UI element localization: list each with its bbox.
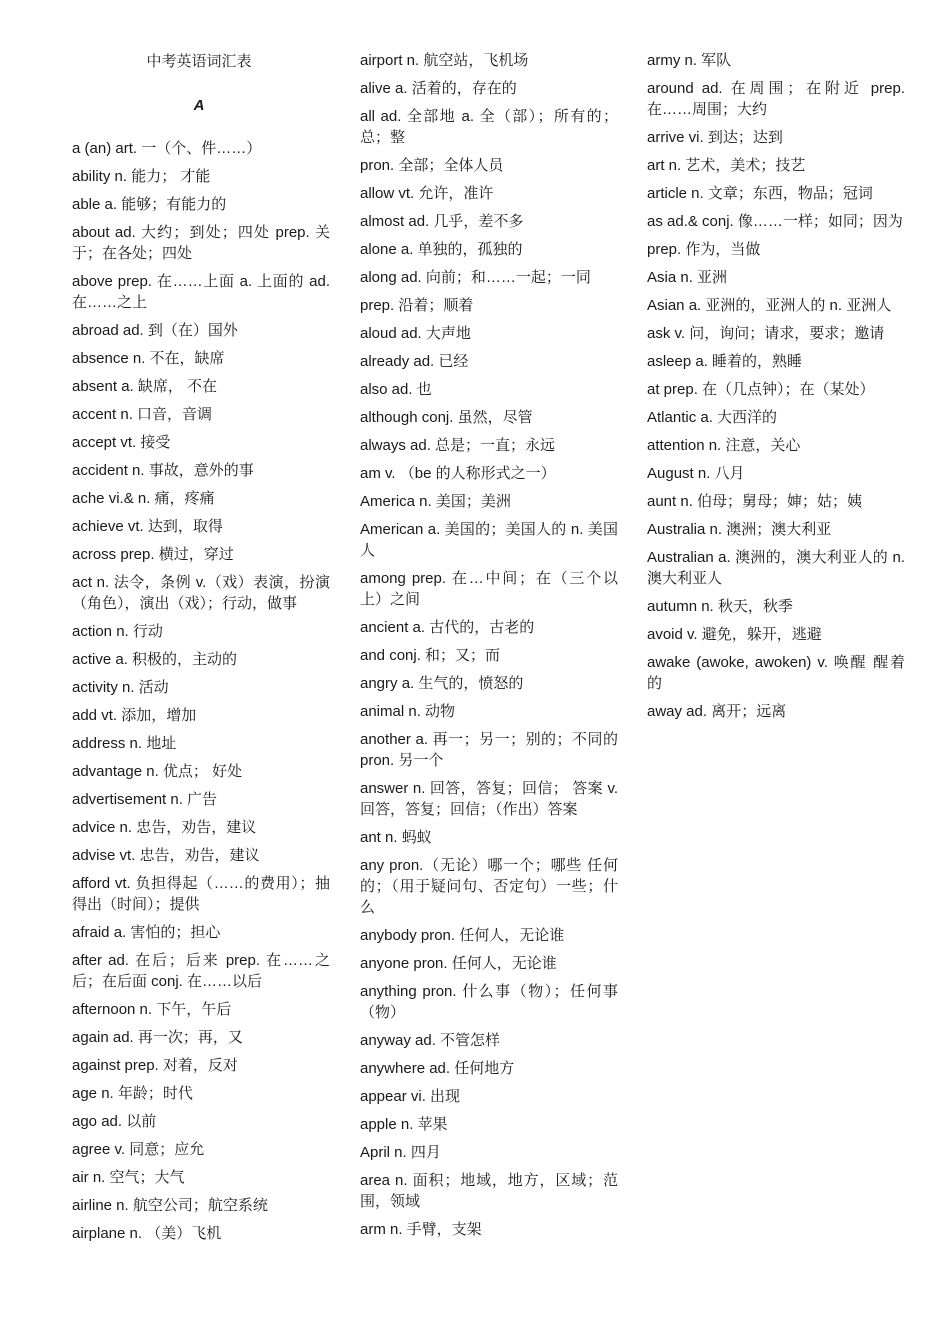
vocabulary-entry: alone a. 单独的，孤独的 [360, 241, 523, 258]
section-letter: A [193, 97, 205, 114]
vocabulary-entry: ability n. 能力； 才能 [72, 168, 211, 185]
vocabulary-entry: anything pron. 什么事（物）；任何事（物） [360, 983, 618, 1021]
vocabulary-entry: ask v. 问，询问；请求，要求；邀请 [647, 325, 885, 342]
vocabulary-entry: advice n. 忠告，劝告，建议 [72, 819, 257, 836]
vocabulary-entry: aunt n. 伯母；舅母；婶；姑；姨 [647, 493, 863, 510]
vocabulary-entry: accident n. 事故，意外的事 [72, 462, 254, 479]
vocabulary-entry: almost ad. 几乎，差不多 [360, 213, 524, 230]
vocabulary-entry: any pron.（无论）哪一个；哪些 任何的；（用于疑问句、否定句）一些；什么 [360, 857, 618, 916]
vocabulary-entry: anyway ad. 不管怎样 [360, 1032, 501, 1049]
vocabulary-entry: answer n. 回答，答复；回信； 答案 v. 回答，答复；回信；（作出）答案 [360, 780, 618, 818]
vocabulary-entry: agree v. 同意；应允 [72, 1141, 205, 1158]
vocabulary-entry: pron. 全部；全体人员 [360, 157, 504, 174]
vocabulary-entry: Asia n. 亚洲 [647, 269, 728, 286]
vocabulary-entry: along ad. 向前；和……一起；一同 [360, 269, 591, 286]
vocabulary-entry: aloud ad. 大声地 [360, 325, 471, 342]
column-1 [72, 50, 330, 1251]
entry-list-2 [360, 50, 618, 1240]
vocabulary-entry: Asian a. 亚洲的，亚洲人的 n. 亚洲人 [647, 297, 892, 314]
vocabulary-entry: art n. 艺术，美术；技艺 [647, 157, 806, 174]
vocabulary-entry: airplane n. （美）飞机 [72, 1225, 222, 1242]
vocabulary-entry: Atlantic a. 大西洋的 [647, 409, 778, 426]
vocabulary-entry: afford vt. 负担得起（……的费用）；抽得出（时间）；提供 [72, 875, 330, 913]
vocabulary-entry: April n. 四月 [360, 1144, 441, 1161]
vocabulary-entry: apple n. 苹果 [360, 1116, 448, 1133]
vocabulary-entry: another a. 再一；另一；别的；不同的 pron. 另一个 [360, 731, 618, 769]
vocabulary-entry: prep. 作为，当做 [647, 241, 761, 258]
vocabulary-entry: active a. 积极的，主动的 [72, 651, 238, 668]
vocabulary-entry: alive a. 活着的，存在的 [360, 80, 517, 97]
vocabulary-entry: animal n. 动物 [360, 703, 456, 720]
vocabulary-entry: American a. 美国的；美国人的 n. 美国人 [360, 521, 618, 559]
document-title: 中考英语词汇表 [146, 53, 252, 70]
vocabulary-entry: ago ad. 以前 [72, 1113, 157, 1130]
vocabulary-entry: prep. 沿着；顺着 [360, 297, 474, 314]
vocabulary-entry: action n. 行动 [72, 623, 163, 640]
vocabulary-entry: absence n. 不在，缺席 [72, 350, 225, 367]
vocabulary-entry: activity n. 活动 [72, 679, 169, 696]
vocabulary-entry: airport n. 航空站，飞机场 [360, 52, 529, 69]
vocabulary-entry: air n. 空气；大气 [72, 1169, 185, 1186]
vocabulary-entry: anyone pron. 任何人，无论谁 [360, 955, 557, 972]
vocabulary-entry: awake (awoke, awoken) v. 唤醒 醒着的 [647, 654, 905, 692]
vocabulary-entry: among prep. 在…中间；在（三个以上）之间 [360, 570, 618, 608]
vocabulary-entry: act n. 法令，条例 v.（戏）表演，扮演（角色），演出（戏）；行动，做事 [72, 574, 330, 612]
vocabulary-entry: always ad. 总是；一直；永远 [360, 437, 556, 454]
column-3 [647, 50, 905, 729]
vocabulary-entry: arrive vi. 到达；达到 [647, 129, 783, 146]
vocabulary-entry: although conj. 虽然，尽管 [360, 409, 533, 426]
vocabulary-entry: afternoon n. 下午，午后 [72, 1001, 232, 1018]
vocabulary-entry: about ad. 大约；到处；四处 prep. 关于；在各处；四处 [72, 224, 330, 262]
vocabulary-entry: accept vt. 接受 [72, 434, 171, 451]
vocabulary-entry: advantage n. 优点； 好处 [72, 763, 243, 780]
vocabulary-entry: Australia n. 澳洲；澳大利亚 [647, 521, 832, 538]
vocabulary-entry: all ad. 全部地 a. 全（部）；所有的；总；整 [360, 108, 618, 146]
vocabulary-entry: achieve vt. 达到，取得 [72, 518, 223, 535]
vocabulary-entry: anybody pron. 任何人，无论谁 [360, 927, 565, 944]
vocabulary-entry: absent a. 缺席， 不在 [72, 378, 218, 395]
vocabulary-entry: a (an) art. 一（个、件……） [72, 140, 262, 157]
vocabulary-entry: age n. 年龄；时代 [72, 1085, 193, 1102]
vocabulary-entry: again ad. 再一次；再，又 [72, 1029, 243, 1046]
vocabulary-entry: arm n. 手臂，支架 [360, 1221, 482, 1238]
vocabulary-entry: Australian a. 澳洲的，澳大利亚人的 n. 澳大利亚人 [647, 549, 905, 587]
vocabulary-entry: advertisement n. 广告 [72, 791, 218, 808]
vocabulary-entry: able a. 能够；有能力的 [72, 196, 227, 213]
vocabulary-entry: anywhere ad. 任何地方 [360, 1060, 515, 1077]
vocabulary-entry: autumn n. 秋天，秋季 [647, 598, 793, 615]
vocabulary-entry: America n. 美国；美洲 [360, 493, 511, 510]
entry-list-3 [647, 50, 905, 722]
vocabulary-entry: address n. 地址 [72, 735, 177, 752]
vocabulary-entry: am v. （be 的人称形式之一） [360, 465, 556, 482]
vocabulary-entry: accent n. 口音，音调 [72, 406, 213, 423]
vocabulary-entry: article n. 文章；东西，物品；冠词 [647, 185, 873, 202]
column-2 [360, 50, 618, 1247]
vocabulary-entry: against prep. 对着，反对 [72, 1057, 238, 1074]
vocabulary-entry: avoid v. 避免，躲开，逃避 [647, 626, 822, 643]
vocabulary-entry: army n. 军队 [647, 52, 732, 69]
vocabulary-entry: afraid a. 害怕的；担心 [72, 924, 221, 941]
vocabulary-entry: across prep. 横过，穿过 [72, 546, 234, 563]
vocabulary-entry: already ad. 已经 [360, 353, 469, 370]
vocabulary-entry: ache vi.& n. 痛，疼痛 [72, 490, 215, 507]
vocabulary-entry: as ad.& conj. 像……一样；如同；因为 [647, 213, 903, 230]
vocabulary-entry: attention n. 注意，关心 [647, 437, 801, 454]
vocabulary-entry: ancient a. 古代的，古老的 [360, 619, 535, 636]
vocabulary-entry: add vt. 添加，增加 [72, 707, 197, 724]
vocabulary-entry: around ad. 在周围；在附近 prep. 在……周围；大约 [647, 80, 905, 118]
vocabulary-entry: August n. 八月 [647, 465, 745, 482]
vocabulary-entry: airline n. 航空公司；航空系统 [72, 1197, 268, 1214]
vocabulary-entry: advise vt. 忠告，劝告，建议 [72, 847, 260, 864]
vocabulary-entry: area n. 面积；地域，地方，区域；范围，领域 [360, 1172, 618, 1210]
vocabulary-entry: angry a. 生气的，愤怒的 [360, 675, 524, 692]
vocabulary-entry: and conj. 和；又；而 [360, 647, 501, 664]
vocabulary-entry: away ad. 离开；远离 [647, 703, 787, 720]
vocabulary-entry: abroad ad. 到（在）国外 [72, 322, 238, 339]
vocabulary-entry: above prep. 在……上面 a. 上面的 ad. 在……之上 [72, 273, 330, 311]
vocabulary-entry: also ad. 也 [360, 381, 432, 398]
vocabulary-entry: appear vi. 出现 [360, 1088, 461, 1105]
vocabulary-entry: asleep a. 睡着的，熟睡 [647, 353, 803, 370]
entry-list-1 [72, 138, 330, 1244]
vocabulary-entry: allow vt. 允许，准许 [360, 185, 494, 202]
vocabulary-entry: after ad. 在后；后来 prep. 在……之后；在后面 conj. 在……以后 [72, 952, 330, 990]
vocabulary-entry: ant n. 蚂蚁 [360, 829, 432, 846]
vocabulary-entry: at prep. 在（几点钟）；在（某处） [647, 381, 875, 398]
